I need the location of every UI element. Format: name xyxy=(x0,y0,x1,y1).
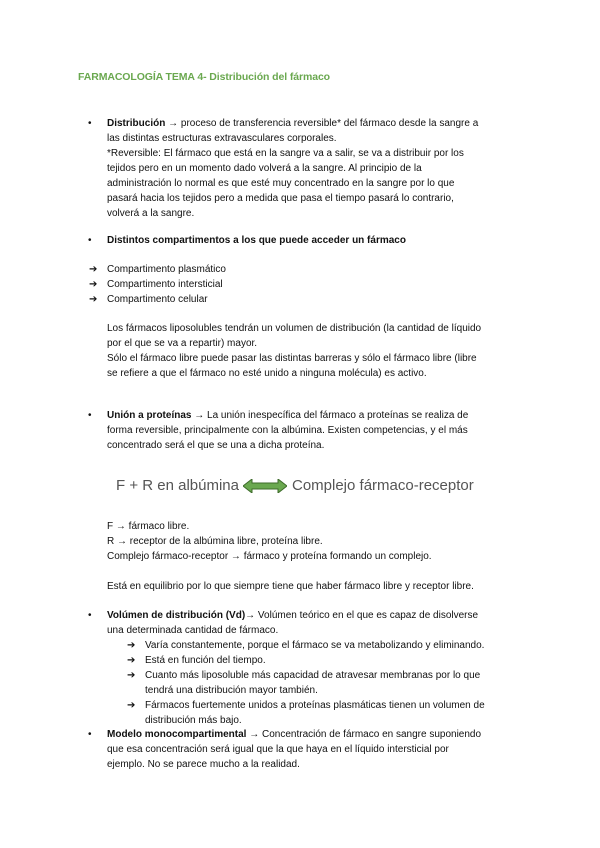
distribucion-line2: las distintas estructuras extravasculares corporales. xyxy=(107,133,337,144)
modelo-line3: ejemplo. No se parece mucho a la realidad. xyxy=(107,759,300,770)
volumen-line1: → Volúmen teórico en el que es capaz de disolverse xyxy=(245,610,479,621)
volumen-label: Volúmen de distribución (Vd) xyxy=(107,610,246,621)
volumen-line2: una determinada cantidad de fármaco. xyxy=(107,625,279,636)
paragraph-line: se refiere a que el fármaco no esté unido a ninguna molécula) es activo. xyxy=(107,368,427,379)
arrow-icon: ➔ xyxy=(127,640,136,651)
distribucion-line1: → proceso de transferencia reversible* del fármaco desde la sangre a xyxy=(165,118,479,129)
volumen-item: Varía constantemente, porque el fármaco se va metabolizando y eliminando. xyxy=(145,640,485,651)
arrow-icon: ➔ xyxy=(89,264,98,275)
note-line: pasará hacia los tejidos pero a medida que pasa el tiempo pasará lo contrario, xyxy=(107,193,454,204)
note-line: tejidos pero en un momento dado volverá a la sangre. Al principio de la xyxy=(107,163,422,174)
arrow-icon: ➔ xyxy=(127,670,136,681)
compartimento-item: Compartimento plasmático xyxy=(107,264,226,275)
double-arrow-icon xyxy=(243,479,287,493)
arrow-icon: ➔ xyxy=(89,294,98,305)
equation-left: F + R en albúmina xyxy=(116,477,239,494)
note-line: volverá a la sangre. xyxy=(107,208,195,219)
union-line3: concentrado será el que se una a dicha proteína. xyxy=(107,440,325,451)
paragraph-line: Sólo el fármaco libre puede pasar las distintas barreras y sólo el fármaco libre (libre xyxy=(107,353,477,364)
volumen-item-cont: distribución más bajo. xyxy=(145,715,242,726)
volumen-item: Cuanto más liposoluble más capacidad de atravesar membranas por lo que xyxy=(145,670,481,681)
note-line: *Reversible: El fármaco que está en la sangre va a salir, se va a distribuir por los xyxy=(107,148,464,159)
paragraph-line: Los fármacos liposolubles tendrán un volumen de distribución (la cantidad de líquido xyxy=(107,323,482,334)
distribucion-label: Distribución xyxy=(107,118,166,129)
equilibrium-text: Está en equilibrio por lo que siempre tiene que haber fármaco libre y receptor libre. xyxy=(107,581,474,592)
bullet-icon: • xyxy=(88,410,92,421)
compartimento-item: Compartimento intersticial xyxy=(107,279,223,290)
document-title: FARMACOLOGÍA TEMA 4- Distribución del fármaco xyxy=(78,71,330,83)
union-line1: → La unión inespecífica del fármaco a proteínas se realiza de xyxy=(191,410,469,421)
arrow-icon: ➔ xyxy=(89,279,98,290)
equation-right: Complejo fármaco-receptor xyxy=(292,477,474,494)
compartimentos-paragraph xyxy=(107,321,547,381)
volumen-item: Está en función del tiempo. xyxy=(145,655,266,666)
definitions xyxy=(107,519,547,564)
definition-line: Complejo fármaco-receptor → fármaco y proteína formando un complejo. xyxy=(107,551,432,562)
arrow-icon: ➔ xyxy=(127,655,136,666)
volumen-item: Fármacos fuertemente unidos a proteínas plasmáticas tienen un volumen de xyxy=(145,700,485,711)
arrow-icon: ➔ xyxy=(127,700,136,711)
definition-line: F → fármaco libre. xyxy=(107,521,190,532)
modelo-line2: que esa concentración será igual que la que haya en el líquido intersticial por xyxy=(107,744,449,755)
definition-line: R → receptor de la albúmina libre, proteína libre. xyxy=(107,536,323,547)
paragraph-line: por el que se va a repartir) mayor. xyxy=(107,338,258,349)
binding-equation xyxy=(116,474,496,498)
union-label: Unión a proteínas xyxy=(107,410,192,421)
bullet-icon: • xyxy=(88,235,92,246)
distribucion-section xyxy=(107,116,547,221)
bullet-icon: • xyxy=(88,610,92,621)
compartimentos-heading: Distintos compartimentos a los que puede acceder un fármaco xyxy=(107,235,406,246)
union-section xyxy=(107,408,547,453)
volumen-item-cont: tendrá una distribución mayor también. xyxy=(145,685,318,696)
volumen-section xyxy=(107,608,547,638)
modelo-label: Modelo monocompartimental xyxy=(107,729,247,740)
compartimento-item: Compartimento celular xyxy=(107,294,208,305)
modelo-line1: → Concentración de fármaco en sangre suponiendo xyxy=(246,729,482,740)
bullet-icon: • xyxy=(88,118,92,129)
modelo-section xyxy=(107,727,547,772)
union-line2: forma reversible, principalmente con la albúmina. Existen competencias, y el más xyxy=(107,425,468,436)
note-line: administración lo normal es que esté muy concentrado en la sangre por lo que xyxy=(107,178,455,189)
bullet-icon: • xyxy=(88,729,92,740)
